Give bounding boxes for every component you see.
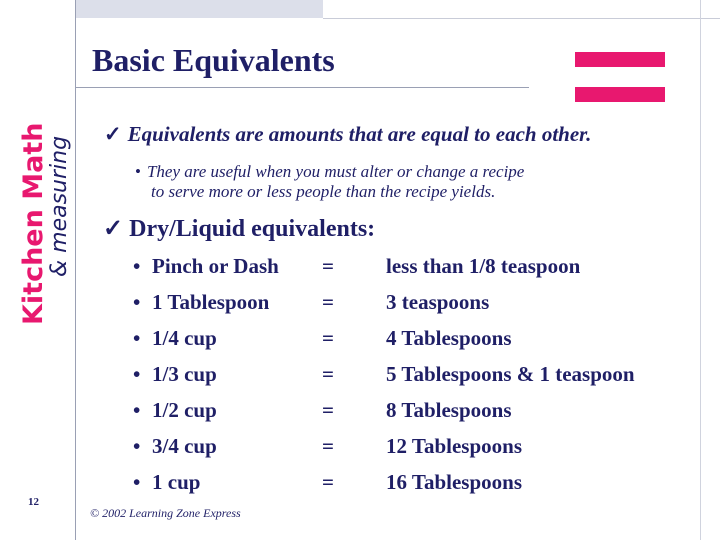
measure-item: 1/4 cup — [152, 326, 217, 350]
equivalents-heading-text: Dry/Liquid equivalents: — [129, 216, 376, 242]
page-number: 12 — [28, 496, 39, 508]
kitchen-math-logo — [0, 95, 75, 355]
slide-title: Basic Equivalents — [92, 42, 335, 78]
sub-bullet-dot: • — [135, 162, 141, 181]
copyright-notice: © 2002 Learning Zone Express — [90, 506, 241, 520]
measure-value: 8 Tablespoons — [386, 398, 512, 422]
list-bullet: • — [133, 290, 141, 314]
title-underline — [76, 87, 529, 88]
sub-bullet — [135, 162, 635, 202]
checkmark-icon: ✓ — [103, 216, 124, 242]
list-bullet: • — [133, 434, 141, 458]
equals-symbol: = — [322, 290, 334, 314]
measure-item: 1/2 cup — [152, 398, 217, 422]
list-item — [133, 254, 693, 284]
sub-bullet-line1: They are useful when you must alter or change a recipe — [146, 162, 525, 181]
measure-item: 1/3 cup — [152, 362, 217, 386]
equals-symbol: = — [322, 434, 334, 458]
left-rule — [75, 0, 76, 540]
logo-line-measuring: & measuring — [47, 135, 72, 277]
measure-value: 3 teaspoons — [386, 290, 490, 314]
bullet-definition — [104, 122, 591, 147]
measure-value: 4 Tablespoons — [386, 326, 512, 350]
list-item — [133, 326, 693, 356]
list-bullet: • — [133, 326, 141, 350]
measure-item: 1 Tablespoon — [152, 290, 270, 314]
list-bullet: • — [133, 470, 141, 494]
list-bullet: • — [133, 398, 141, 422]
equals-sign-icon — [575, 52, 665, 122]
logo-line-kitchen-math: Kitchen Math — [18, 122, 49, 325]
checkmark-icon: ✓ — [104, 122, 122, 146]
top-band-left — [75, 0, 323, 18]
measure-value: less than 1/8 teaspoon — [386, 254, 581, 278]
equals-symbol: = — [322, 362, 334, 386]
measure-item: Pinch or Dash — [152, 254, 279, 278]
equals-symbol: = — [322, 326, 334, 350]
right-rule — [700, 0, 701, 540]
bullet-definition-text: Equivalents are amounts that are equal to each other. — [127, 122, 592, 146]
sub-bullet-line2: to serve more or less people than the recipe yields. — [151, 182, 496, 201]
measure-value: 16 Tablespoons — [386, 470, 522, 494]
bullet-equivalents-heading — [103, 214, 375, 243]
list-item — [133, 470, 693, 500]
list-item — [133, 362, 693, 392]
measure-item: 1 cup — [152, 470, 201, 494]
list-bullet: • — [133, 362, 141, 386]
measure-value: 12 Tablespoons — [386, 434, 522, 458]
measure-item: 3/4 cup — [152, 434, 217, 458]
measure-value: 5 Tablespoons & 1 teaspoon — [386, 362, 635, 386]
list-item — [133, 398, 693, 428]
list-item — [133, 434, 693, 464]
list-item — [133, 290, 693, 320]
top-band-right — [323, 0, 720, 19]
equals-symbol: = — [322, 254, 334, 278]
equals-symbol: = — [322, 470, 334, 494]
equals-symbol: = — [322, 398, 334, 422]
list-bullet: • — [133, 254, 141, 278]
